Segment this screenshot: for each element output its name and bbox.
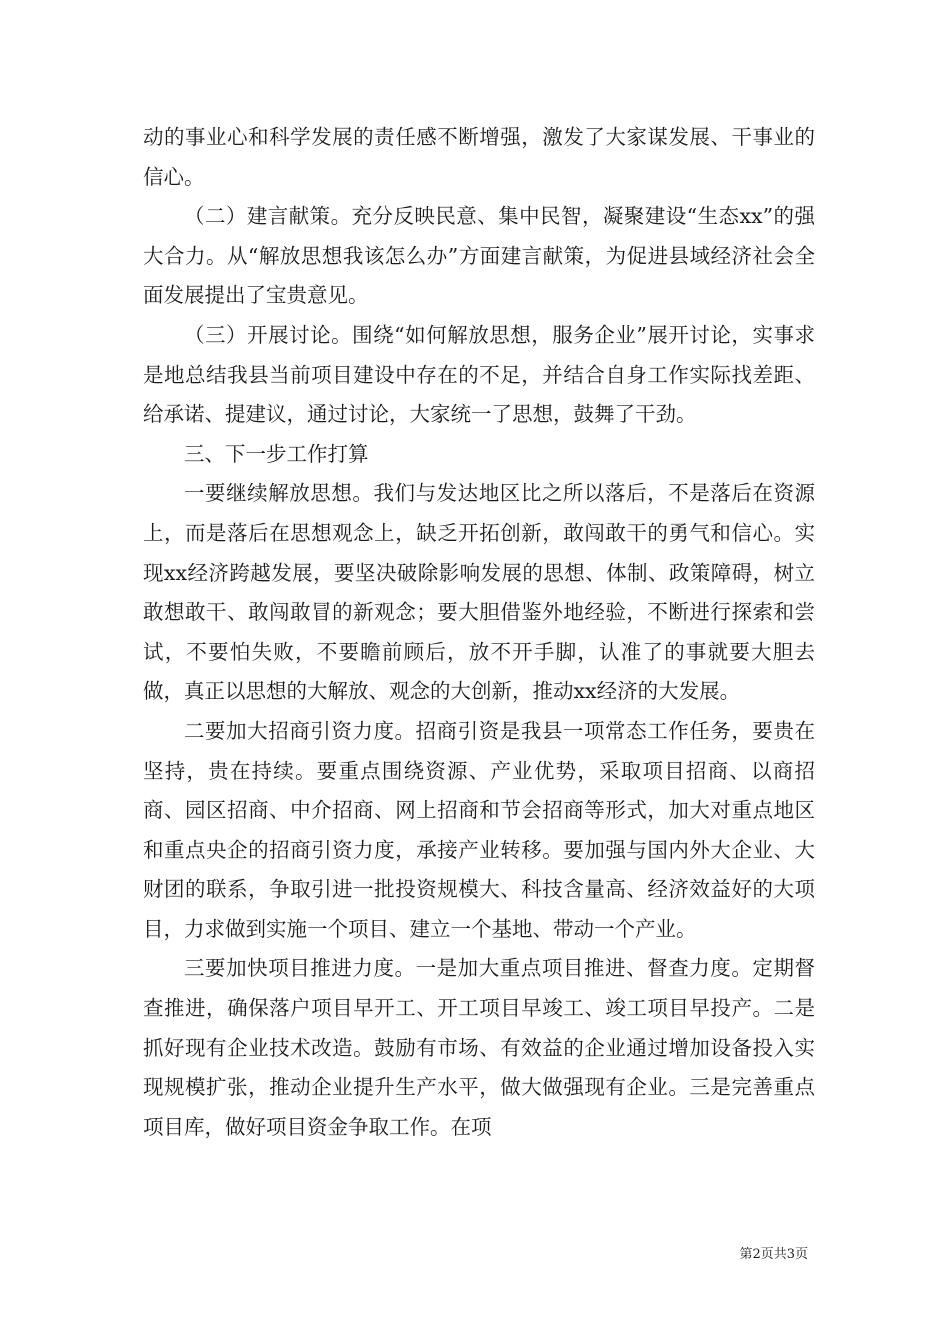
document-body <box>143 118 815 1147</box>
paragraph-continuation: 动的事业心和科学发展的责任感不断增强，激发了大家谋发展、干事业的信心。 <box>143 125 815 189</box>
paragraph-suggestions: （二）建言献策。充分反映民意、集中民智，凝聚建设“生态xx”的强大合力。从“解放思想我该怎么办”方面建言献策，为促进县域经济社会全面发展提出了宝贵意见。 <box>143 204 815 308</box>
paragraph-investment-attraction: 二要加大招商引资力度。招商引资是我县一项常态工作任务，要贵在坚持，贵在持续。要重点围绕资源、产业优势，采取项目招商、以商招商、园区招商、中介招商、网上招商和节会招商等形式，加大对重点地区和重点央企的招商引资力度，承接产业转移。要加强与国内外大企业、大财团的联系，争取引进一批投资规模大、科技含量高、经济效益好的大项目，力求做到实施一个项目、建立一个基地、带动一个产业。 <box>143 718 815 941</box>
page-number-footer: 第2页共3页 <box>739 1247 808 1262</box>
paragraph-discussion: （三）开展讨论。围绕“如何解放思想，服务企业”展开讨论，实事求是地总结我县当前项目建设中存在的不足，并结合自身工作实际找差距、给承诺、提建议，通过讨论，大家统一了思想，鼓舞了干劲。 <box>143 322 815 427</box>
section-heading-next-steps: 三、下一步工作打算 <box>184 441 369 466</box>
paragraph-project-promotion: 三要加快项目推进力度。一是加大重点项目推进、督查力度。定期督查推进，确保落户项目早开工、开工项目早竣工、竣工项目早投产。二是抓好现有企业技术改造。鼓励有市场、有效益的企业通过增加设备投入实现规模扩张，推动企业提升生产水平，做大做强现有企业。三是完善重点项目库，做好项目资金争取工作。在项 <box>143 956 815 1139</box>
paragraph-emancipate-thinking: 一要继续解放思想。我们与发达地区比之所以落后，不是落后在资源上，而是落后在思想观念上，缺乏开拓创新，敢闯敢干的勇气和信心。实现xx经济跨越发展，要坚决破除影响发展的思想、体制、政策障碍，树立敢想敢干、敢闯敢冒的新观念；要大胆借鉴外地经验，不断进行探索和尝试，不要怕失败，不要瞻前顾后，放不开手脚，认准了的事就要大胆去做，真正以思想的大解放、观念的大创新，推动xx经济的大发展。 <box>143 481 815 704</box>
